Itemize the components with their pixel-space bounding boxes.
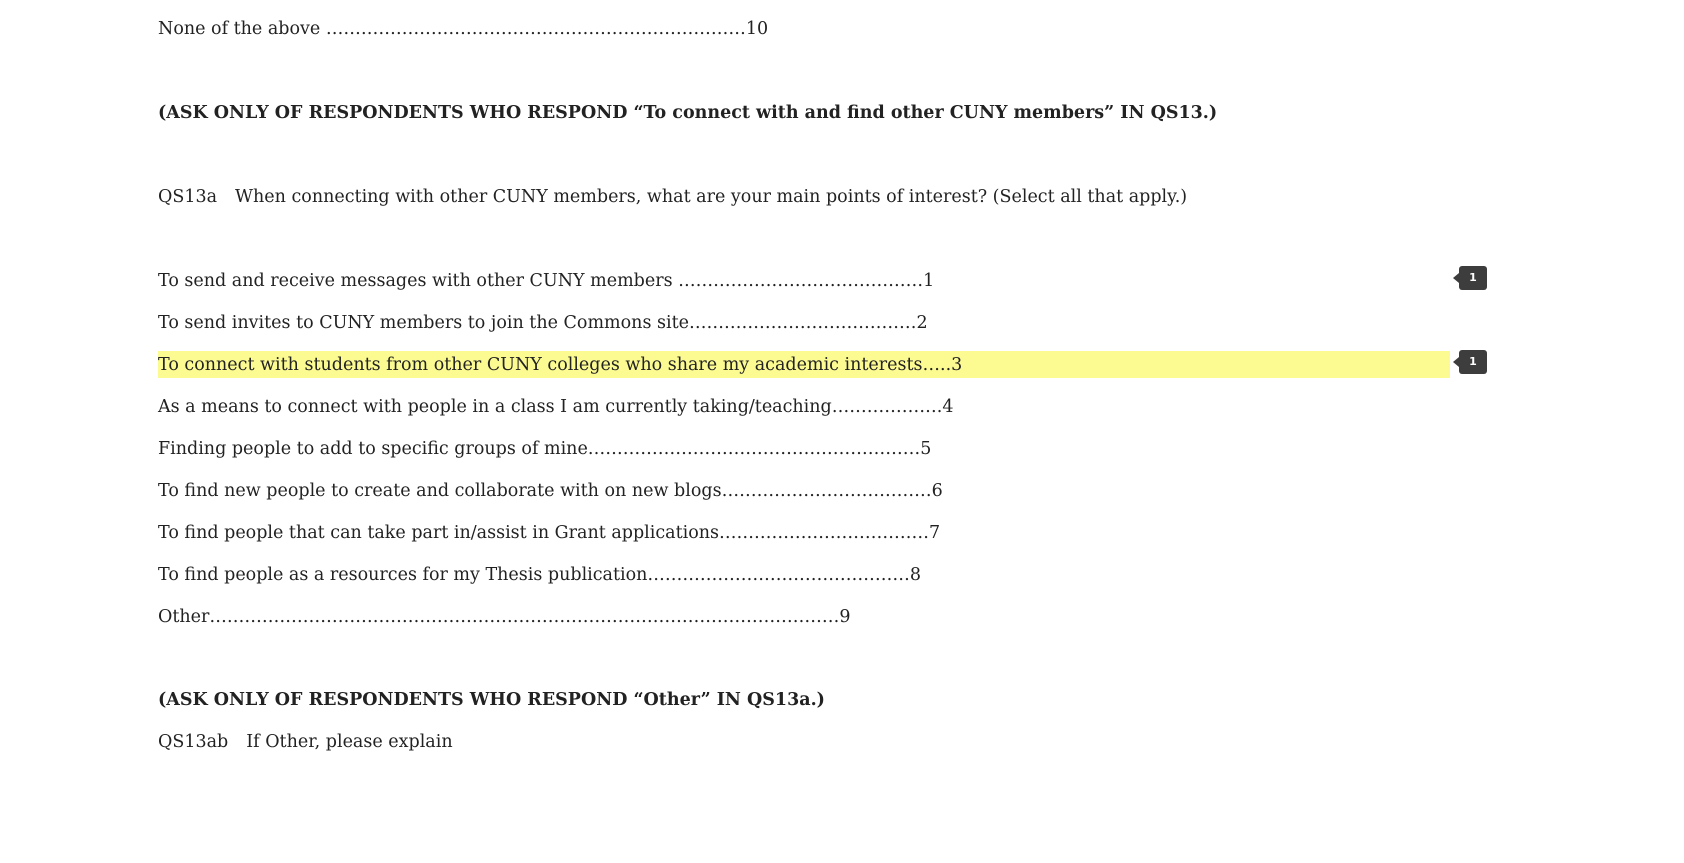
question-text: If Other, please explain [246,732,453,752]
question-qs13ab [158,730,453,754]
question-number: QS13ab [158,732,229,752]
question-text: When connecting with other CUNY members, what are your main points of interest? (Select all that apply.) [235,187,1188,207]
answer-option-5: Finding people to add to specific groups of mine…………………………………………………5 [158,439,932,459]
answer-option-3: To connect with students from other CUNY colleges who share my academic interests…..3 [158,355,963,375]
answer-option-8: To find people as a resources for my Thesis publication………………………………………8 [158,565,922,585]
answer-option-2: To send invites to CUNY members to join the Commons site…………………………………2 [158,313,928,333]
answer-option-1: To send and receive messages with other CUNY members ……………………………………1 [158,271,935,291]
answer-option-4: As a means to connect with people in a class I am currently taking/teaching……………….4 [158,397,954,417]
instruction-qs13a: (ASK ONLY OF RESPONDENTS WHO RESPOND “Other” IN QS13a.) [158,690,825,710]
question-qs13a [158,185,1187,209]
answer-none-of-the-above: None of the above ………………………………………………………………10 [158,19,769,39]
comment-badge[interactable]: 1 [1459,350,1487,374]
answer-option-7: To find people that can take part in/assist in Grant applications………………………………7 [158,523,941,543]
question-number: QS13a [158,187,218,207]
answer-option-6: To find new people to create and collaborate with on new blogs………………………………6 [158,481,943,501]
answer-option-9: Other………………………………………………………………………………………………9 [158,607,851,627]
comment-badge[interactable]: 1 [1459,266,1487,290]
instruction-qs13: (ASK ONLY OF RESPONDENTS WHO RESPOND “To connect with and find other CUNY members” IN QS13.) [158,103,1218,123]
